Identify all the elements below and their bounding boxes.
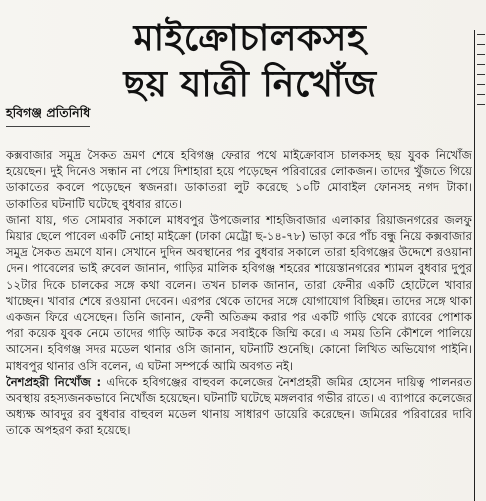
column-rule-marks — [477, 34, 486, 114]
headline-line-1: মাইক্রোচালকসহ — [133, 18, 367, 59]
paragraph-3-text: এদিকে হবিগঞ্জের বাহুবল কলেজের নৈশপ্রহরী জমির হোসেন দায়িত্ব পালনরত অবস্থায় রহস্যজনকভাবে নিখোঁজ হয়েছেন। ঘটনাটি ঘটেছে মঙ্গলবার গভীর রাতে। এ ব্যাপারে কলেজের অধ্যক্ষ আবদুর রব বুধবার বাহুবল মডেল থানায় সাধারণ ডায়েরি করেছেন। জমিরের পরিবারের দাবি তাকে অপহরণ করা হয়েছে। — [6, 374, 472, 438]
paragraph-2: জানা যায়, গত সোমবার সকালে মাধবপুর উপজেলার শাহজিবাজার এলাকার রিয়াজনগরের জলফু মিয়ার ছেলে পাবেল একটি নোহা মাইক্রো (ঢাকা মেট্রো ছ-১৪-৭৮) ভাড়া করে পাঁচ বন্ধু নিয়ে কক্সবাজার সমুদ্র সৈকত ভ্রমণে যান। সেখানে দুদিন অবস্থানের পর বুধবার সকালে তারা হবিগঞ্জের উদ্দেশে রওয়ানা দেন। পাবেলের ভাই রুবেল জানান, গাড়ির মালিক হবিগঞ্জ শহরের শায়েস্তানগরের শ্যামল বুধবার দুপুর ১২টার দিকে চালকের সঙ্গে কথা বলেন। তখন চালক জানান, তারা ফেনীর একটি হোটেলে খাবার খাচ্ছেন। খাবার শেষে রওয়ানা দেবেন। এরপর থেকে তাদের সঙ্গে যোগাযোগ বিচ্ছিন্ন। তাদের সঙ্গে থাকা একজন ফিরে এসেছেন। তিনি জানান, ফেনী অতিক্রম করার পর একটি গাড়ি থেকে র‍্যাবের পোশাক পরা কয়েক যুবক নেমে তাদের গাড়ি আটক করে সবাইকে জিম্মি করে। এ সময় তিনি কৌশলে পালিয়ে আসেন। হবিগঞ্জ সদর মডেল থানার ওসি জানান, ঘটনাটি শুনেছি। কোনো লিখিত অভিযোগ পাইনি। মাধবপুর থানার ওসি বলেন, এ ঘটনা সম্পর্কে আমি অবগত নই। — [6, 212, 472, 373]
headline-line-2: ছয় যাত্রী নিখোঁজ — [123, 64, 377, 105]
article-body — [6, 147, 472, 439]
paragraph-1: কক্সবাজার সমুদ্র সৈকত ভ্রমণ শেষে হবিগঞ্জ ফেরার পথে মাইক্রোবাস চালকসহ ছয় যুবক নিখোঁজ হয়েছেন। দুই দিনেও সন্ধান না পেয়ে দিশাহারা হয়ে পড়েছেন পরিবারের লোকজন। তাদের খুঁজতে গিয়ে ডাকাতের কবলে পড়েছেন স্বজনরা। ডাকাতরা লুট করেছে ১০টি মোবাইল ফোনসহ নগদ টাকা। ডাকাতির ঘটনাটি ঘটেছে বুধবার রাতে। — [6, 148, 472, 211]
paragraph-3 — [6, 374, 472, 439]
headline — [60, 16, 440, 108]
adjacent-column-edge — [474, 30, 486, 501]
byline: হবিগঞ্জ প্রতিনিধি — [6, 105, 90, 127]
paragraph-3-lead: নৈশপ্রহরী নিখোঁজ : — [6, 374, 102, 389]
